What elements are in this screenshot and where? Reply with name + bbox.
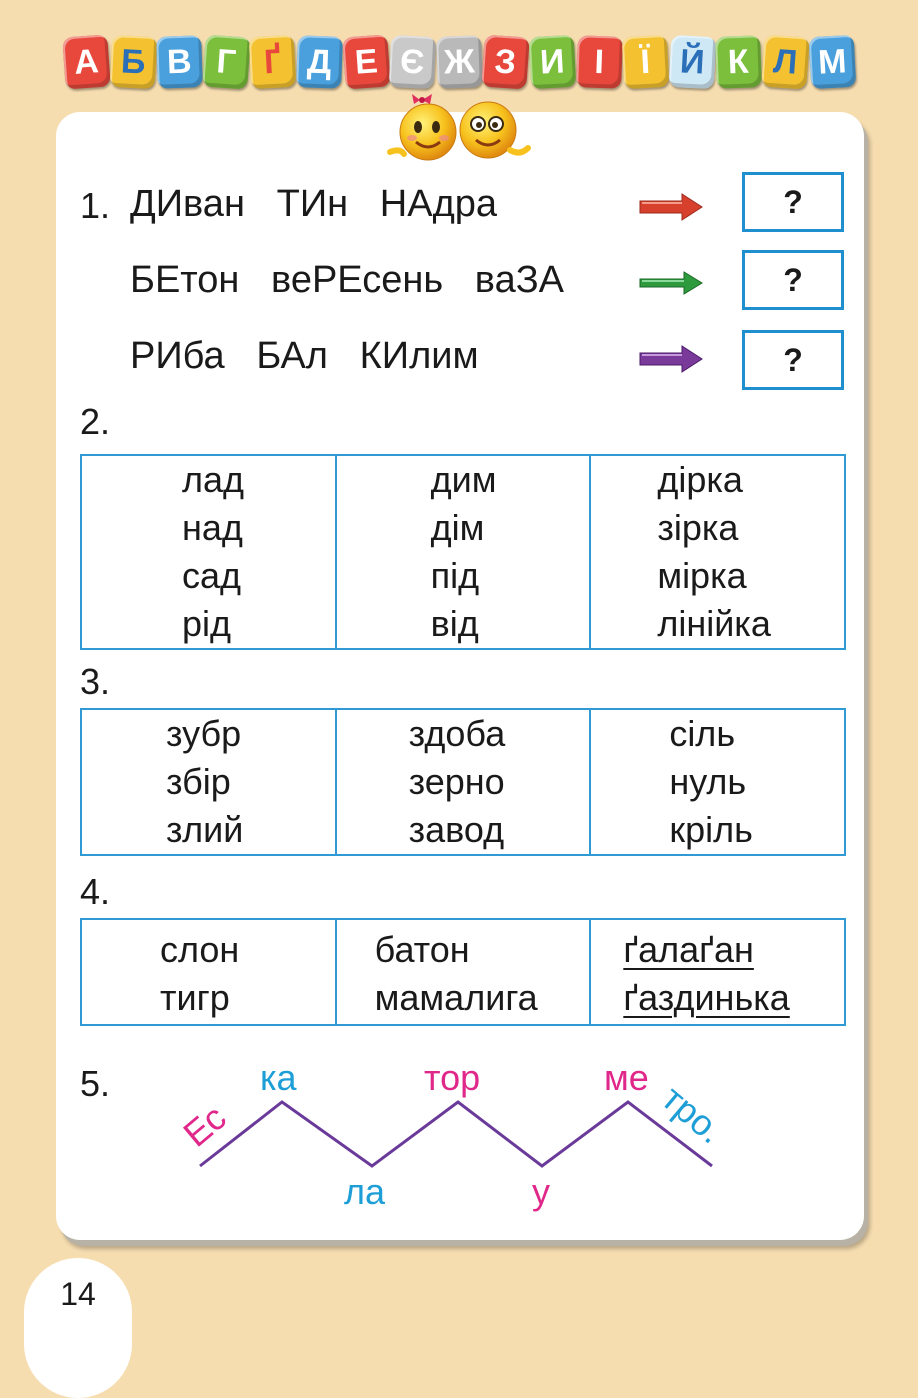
- alphabet-blocks: [64, 28, 854, 88]
- exercise-4-col-2: [336, 919, 591, 1025]
- word: збір: [166, 761, 231, 802]
- word: кріль: [669, 809, 753, 850]
- exercise-2-table: [80, 454, 846, 650]
- word: тигр: [160, 977, 230, 1018]
- letter-block: А: [62, 35, 110, 90]
- purple-arrow-icon: [636, 344, 706, 374]
- syllable-ka: ка: [260, 1057, 297, 1098]
- word: сад: [182, 555, 242, 596]
- letter-block: Д: [296, 35, 342, 89]
- smiley-faces-illustration: [370, 92, 550, 172]
- letter-block: К: [715, 35, 761, 89]
- exercise-3-number: 3.: [80, 661, 111, 702]
- red-arrow-icon: [636, 192, 706, 222]
- word-underlined: ґалаґан: [623, 929, 754, 970]
- letter-block: И: [529, 35, 576, 89]
- exercise-3-table: [80, 708, 846, 856]
- exercise-4-col-1: [81, 919, 336, 1025]
- letter-block: Є: [389, 35, 436, 89]
- letter-block: І: [576, 35, 622, 89]
- exercise-1-row-2: БЕтон веРЕсень ваЗА: [130, 259, 564, 301]
- girl-smiley-icon: [390, 94, 456, 160]
- word: лінійка: [657, 603, 771, 644]
- exercise-3-col-2: [336, 709, 591, 855]
- green-arrow-icon: [636, 268, 706, 298]
- word: слон: [160, 929, 240, 970]
- word: рід: [182, 603, 232, 644]
- word: батон: [374, 929, 470, 970]
- letter-block: Г: [202, 35, 250, 90]
- word: мамалига: [374, 977, 538, 1018]
- exercise-2-number: 2.: [80, 401, 111, 442]
- page-number: 14: [24, 1258, 132, 1398]
- word: від: [430, 603, 479, 644]
- word: злий: [166, 809, 244, 850]
- word: дім: [430, 507, 485, 548]
- exercise-4-number: 4.: [80, 871, 111, 912]
- word-underlined: ґаздинька: [623, 977, 790, 1018]
- letter-block: Ї: [622, 35, 669, 89]
- word: зубр: [166, 713, 242, 754]
- word: нуль: [669, 761, 747, 802]
- exercise-1-number: 1.: [80, 185, 111, 226]
- word: дірка: [657, 459, 743, 500]
- exercise-1-row-3: РИба БАл КИлим: [130, 335, 479, 377]
- letter-block: Ґ: [249, 35, 296, 89]
- word: над: [182, 507, 243, 548]
- syllable-la: ла: [344, 1171, 386, 1212]
- syllable-tor: тор: [424, 1057, 481, 1098]
- syllable-me: ме: [604, 1057, 649, 1098]
- word: мірка: [657, 555, 747, 596]
- answer-box-2[interactable]: ?: [742, 250, 844, 310]
- word: зерно: [408, 761, 505, 802]
- exercise-3-col-1: [81, 709, 336, 855]
- exercise-2-col-3: [590, 455, 845, 649]
- word: зірка: [657, 507, 739, 548]
- exercise-5-number: 5.: [80, 1063, 111, 1104]
- word: завод: [408, 809, 505, 850]
- word: здоба: [408, 713, 506, 754]
- answer-box-3[interactable]: ?: [742, 330, 844, 390]
- boy-smiley-icon: [460, 102, 528, 158]
- zigzag-line: [190, 1096, 720, 1176]
- exercise-4-table: [80, 918, 846, 1026]
- syllable-tro: тро.: [654, 1077, 732, 1152]
- exercise-1-row-1: ДИван ТИн НАдра: [130, 183, 498, 225]
- syllable-u: у: [532, 1171, 550, 1212]
- letter-block: М: [808, 35, 855, 89]
- word: під: [430, 555, 480, 596]
- exercise-4-col-3: [590, 919, 845, 1025]
- letter-block: Ж: [436, 35, 482, 89]
- letter-block: З: [482, 35, 530, 90]
- syllable-es: Ес: [175, 1096, 234, 1155]
- exercise-2-col-2: [336, 455, 591, 649]
- letter-block: Е: [342, 35, 390, 90]
- answer-box-1[interactable]: ?: [742, 172, 844, 232]
- word: лад: [182, 459, 245, 500]
- letter-block: Л: [761, 35, 809, 90]
- letter-block: В: [156, 35, 202, 89]
- exercise-2-col-1: [81, 455, 336, 649]
- letter-block: Б: [109, 35, 156, 89]
- letter-block: Й: [668, 35, 715, 89]
- word: дим: [430, 459, 497, 500]
- exercise-3-col-3: [590, 709, 845, 855]
- word: сіль: [669, 713, 736, 754]
